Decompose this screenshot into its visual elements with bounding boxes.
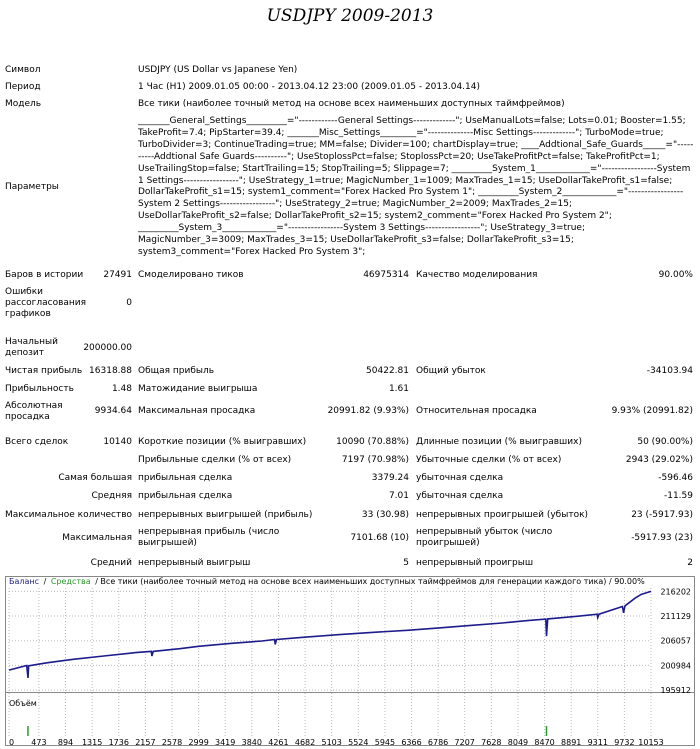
largest-prof-value: 3379.24 [371, 473, 409, 483]
x-tick-label: 1736 [108, 738, 129, 746]
abs-dd-value: 9934.64 [94, 406, 132, 416]
legend-separator: / [43, 577, 47, 586]
x-tick-label: 8470 [534, 738, 555, 746]
legend-equity: Средства [50, 577, 91, 586]
ticks-label: Смоделировано тиков [138, 270, 244, 280]
rel-dd-label: Относительная просадка [416, 406, 537, 416]
model-label: Модель [5, 99, 42, 109]
x-tick-label: 7207 [454, 738, 475, 746]
model-value: Все тики (наиболее точный метод на основе всех наименьших доступных таймфреймов) [138, 99, 565, 109]
rel-dd-value: 9.93% (20991.82) [611, 406, 693, 416]
legend-description: / Все тики (наиболее точный метод на основе всех наименьших доступных таймфреймов для генерации каждого тика) / 90.00% [95, 577, 645, 586]
avgcons-wins-label: непрерывный выигрыш [138, 558, 251, 568]
ticks-value: 46975314 [363, 270, 409, 280]
net-label: Чистая прибыль [5, 366, 83, 376]
x-tick-label: 1315 [81, 738, 103, 746]
abs-dd-label: Абсолютная просадка [5, 401, 63, 422]
short-value: 10090 (70.88%) [336, 437, 409, 447]
x-tick-label: 8049 [507, 738, 529, 746]
x-tick-label: 6786 [427, 738, 449, 746]
gross-profit-value: 50422.81 [366, 366, 409, 376]
x-tick-label: 4682 [294, 738, 316, 746]
params-label: Параметры [5, 182, 59, 192]
x-tick-label: 3419 [215, 738, 236, 746]
symbol-label: Символ [5, 65, 41, 75]
avg-prof-label: прибыльная сделка [138, 491, 233, 501]
symbol-value: USDJPY (US Dollar vs Japanese Yen) [138, 65, 298, 75]
y-tick-label: 211129 [660, 612, 691, 622]
max-dd-value: 20991.82 (9.93%) [327, 406, 409, 416]
bars-value: 27491 [103, 270, 132, 280]
x-tick-label: 473 [31, 738, 47, 746]
x-tick-label: 2999 [188, 738, 209, 746]
max-profit-value: 7101.68 (10) [350, 533, 409, 543]
y-tick-label: 206057 [660, 636, 691, 646]
total-value: 10140 [103, 437, 132, 447]
avgcons-losses-label: непрерывный проигрыш [416, 558, 534, 568]
long-label: Длинные позиции (% выигравших) [416, 437, 582, 447]
y-tick-label: 200984 [660, 661, 691, 671]
x-tick-label: 0 [9, 738, 15, 746]
x-tick-label: 2157 [135, 738, 156, 746]
params-value: _______General_Settings_________="------------General Settings-------------"; UseManualLots=false; Lots=0.01; Booster=1.55; TakeProfit=7.4; PipStarter=39.4; _______Misc_Settings________="--------------Misc Settings-------------"; TurboMode=true; TurboDivider=3; ContinueTrading=true; MM=false; Divider=100; chartDisplay=true; ____Addtional_Safe_Guards_____="----------Addtional Safe Guards----------"; UseStoplossPct=false; StoplossPct=20; UseTakeProfitPct=false; TakeProfitPct=1; UseTrailingStop=false; StartTrailing=15; StopTrailing=5; Slippage=7; _________System_1____________="-----------------System 1 Settings-----------------"; UseStrategy_1=true; MagicNumber_1=1009; MaxTrades_1=15; UseDollarTakeProfit_s1=false; DollarTakeProfit_s1=15; system1_comment="Forex Hacked Pro System 1"; _________System_2____________="-----------------System 2 Settings-----------------"; UseStrategy_2=true; MagicNumber_2=2009; MaxTrades_2=15; UseDollarTakeProfit_s2=false; DollarTakeProfit_s2=15; system2_comment="Forex Hacked Pro System 2"; _________System_3____________="-----------------System 3 Settings-----------------"; UseStrategy_3=true; MagicNumber_3=3009; MaxTrades_3=15; UseDollarTakeProfit_s3=false; DollarTakeProfit_s3=15; system3_comment="Forex Hacked Pro System 3"; [138, 116, 694, 257]
short-label: Короткие позиции (% выигравших) [138, 437, 307, 447]
legend-balance: Баланс [9, 577, 40, 586]
avgcons-label: Средний [90, 558, 132, 568]
maxcount-label: Максимальное количество [5, 510, 133, 520]
x-tick-label: 4261 [268, 738, 289, 746]
loss-trades-value: 2943 (29.02%) [625, 455, 693, 465]
pf-value: 1.48 [111, 384, 132, 394]
maxcount-losses-value: 23 (-5917.93) [631, 510, 693, 520]
prof-trades-value: 7197 (70.98%) [341, 455, 409, 465]
max-loss-label: непрерывный убыток (число проигрышей) [416, 527, 553, 548]
x-tick-label: 2578 [161, 738, 183, 746]
deposit-label: Начальный депозит [5, 337, 59, 358]
period-value: 1 Час (H1) 2009.01.05 00:00 - 2013.04.12 23:00 (2009.01.05 - 2013.04.14) [138, 82, 480, 92]
avg-prof-value: 7.01 [388, 491, 409, 501]
largest-prof-label: прибыльная сделка [138, 473, 233, 483]
x-tick-label: 9732 [614, 738, 635, 746]
x-tick-label: 5524 [348, 738, 369, 746]
chart-legend [9, 577, 645, 586]
x-tick-label: 10153 [638, 738, 664, 746]
max-profit-label: непрерывная прибыль (число выигрышей) [138, 527, 280, 548]
x-tick-label: 9311 [587, 738, 608, 746]
report-title: USDJPY 2009-2013 [266, 6, 434, 26]
gross-profit-label: Общая прибыль [138, 366, 215, 376]
y-tick-label: 216202 [660, 587, 691, 597]
avg-loss-value: -11.59 [663, 491, 693, 501]
avgcons-losses-value: 2 [687, 558, 693, 568]
gross-loss-label: Общий убыток [416, 366, 486, 376]
volume-label: Объём [9, 699, 37, 708]
gross-loss-value: -34103.94 [646, 366, 693, 376]
max-dd-label: Максимальная просадка [138, 406, 256, 416]
x-tick-label: 5103 [321, 738, 342, 746]
avg-label: Средняя [91, 491, 132, 501]
max-loss-value: -5917.93 (23) [631, 533, 693, 543]
long-value: 50 (90.00%) [637, 437, 693, 447]
net-value: 16318.88 [89, 366, 132, 376]
loss-trades-label: Убыточные сделки (% от всех) [416, 455, 562, 465]
maxcount-wins-value: 33 (30.98) [361, 510, 409, 520]
x-tick-label: 3840 [241, 738, 262, 746]
y-tick-label: 195912 [660, 686, 691, 695]
maxcount-losses-label: непрерывных проигрышей (убыток) [416, 510, 589, 520]
x-tick-label: 894 [57, 738, 74, 746]
x-tick-label: 8891 [561, 738, 582, 746]
period-label: Период [5, 82, 41, 92]
errors-value: 0 [126, 298, 132, 308]
x-tick-label: 7628 [481, 738, 502, 746]
largest-loss-label: убыточная сделка [416, 473, 504, 483]
x-tick-label: 5945 [374, 738, 396, 746]
largest-loss-value: -596.46 [658, 473, 693, 483]
pf-label: Прибыльность [5, 384, 74, 394]
total-label: Всего сделок [5, 437, 69, 447]
balance-chart-svg [5, 576, 695, 746]
errors-label: Ошибки рассогласования графиков [5, 287, 87, 319]
payoff-label: Матожидание выигрыша [138, 384, 258, 394]
quality-value: 90.00% [658, 270, 693, 280]
largest-label: Самая большая [58, 473, 132, 483]
quality-label: Качество моделирования [416, 270, 538, 280]
max-label: Максимальная [62, 533, 132, 543]
chart-frame [6, 577, 695, 746]
avg-loss-label: убыточная сделка [416, 491, 504, 501]
x-tick-label: 6366 [401, 738, 422, 746]
deposit-value: 200000.00 [83, 343, 132, 353]
balance-chart [5, 576, 695, 746]
prof-trades-label: Прибыльные сделки (% от всех) [138, 455, 292, 465]
bars-label: Баров в истории [5, 270, 84, 280]
avgcons-wins-value: 5 [403, 558, 409, 568]
payoff-value: 1.61 [388, 384, 409, 394]
maxcount-wins-label: непрерывных выигрышей (прибыль) [138, 510, 313, 520]
